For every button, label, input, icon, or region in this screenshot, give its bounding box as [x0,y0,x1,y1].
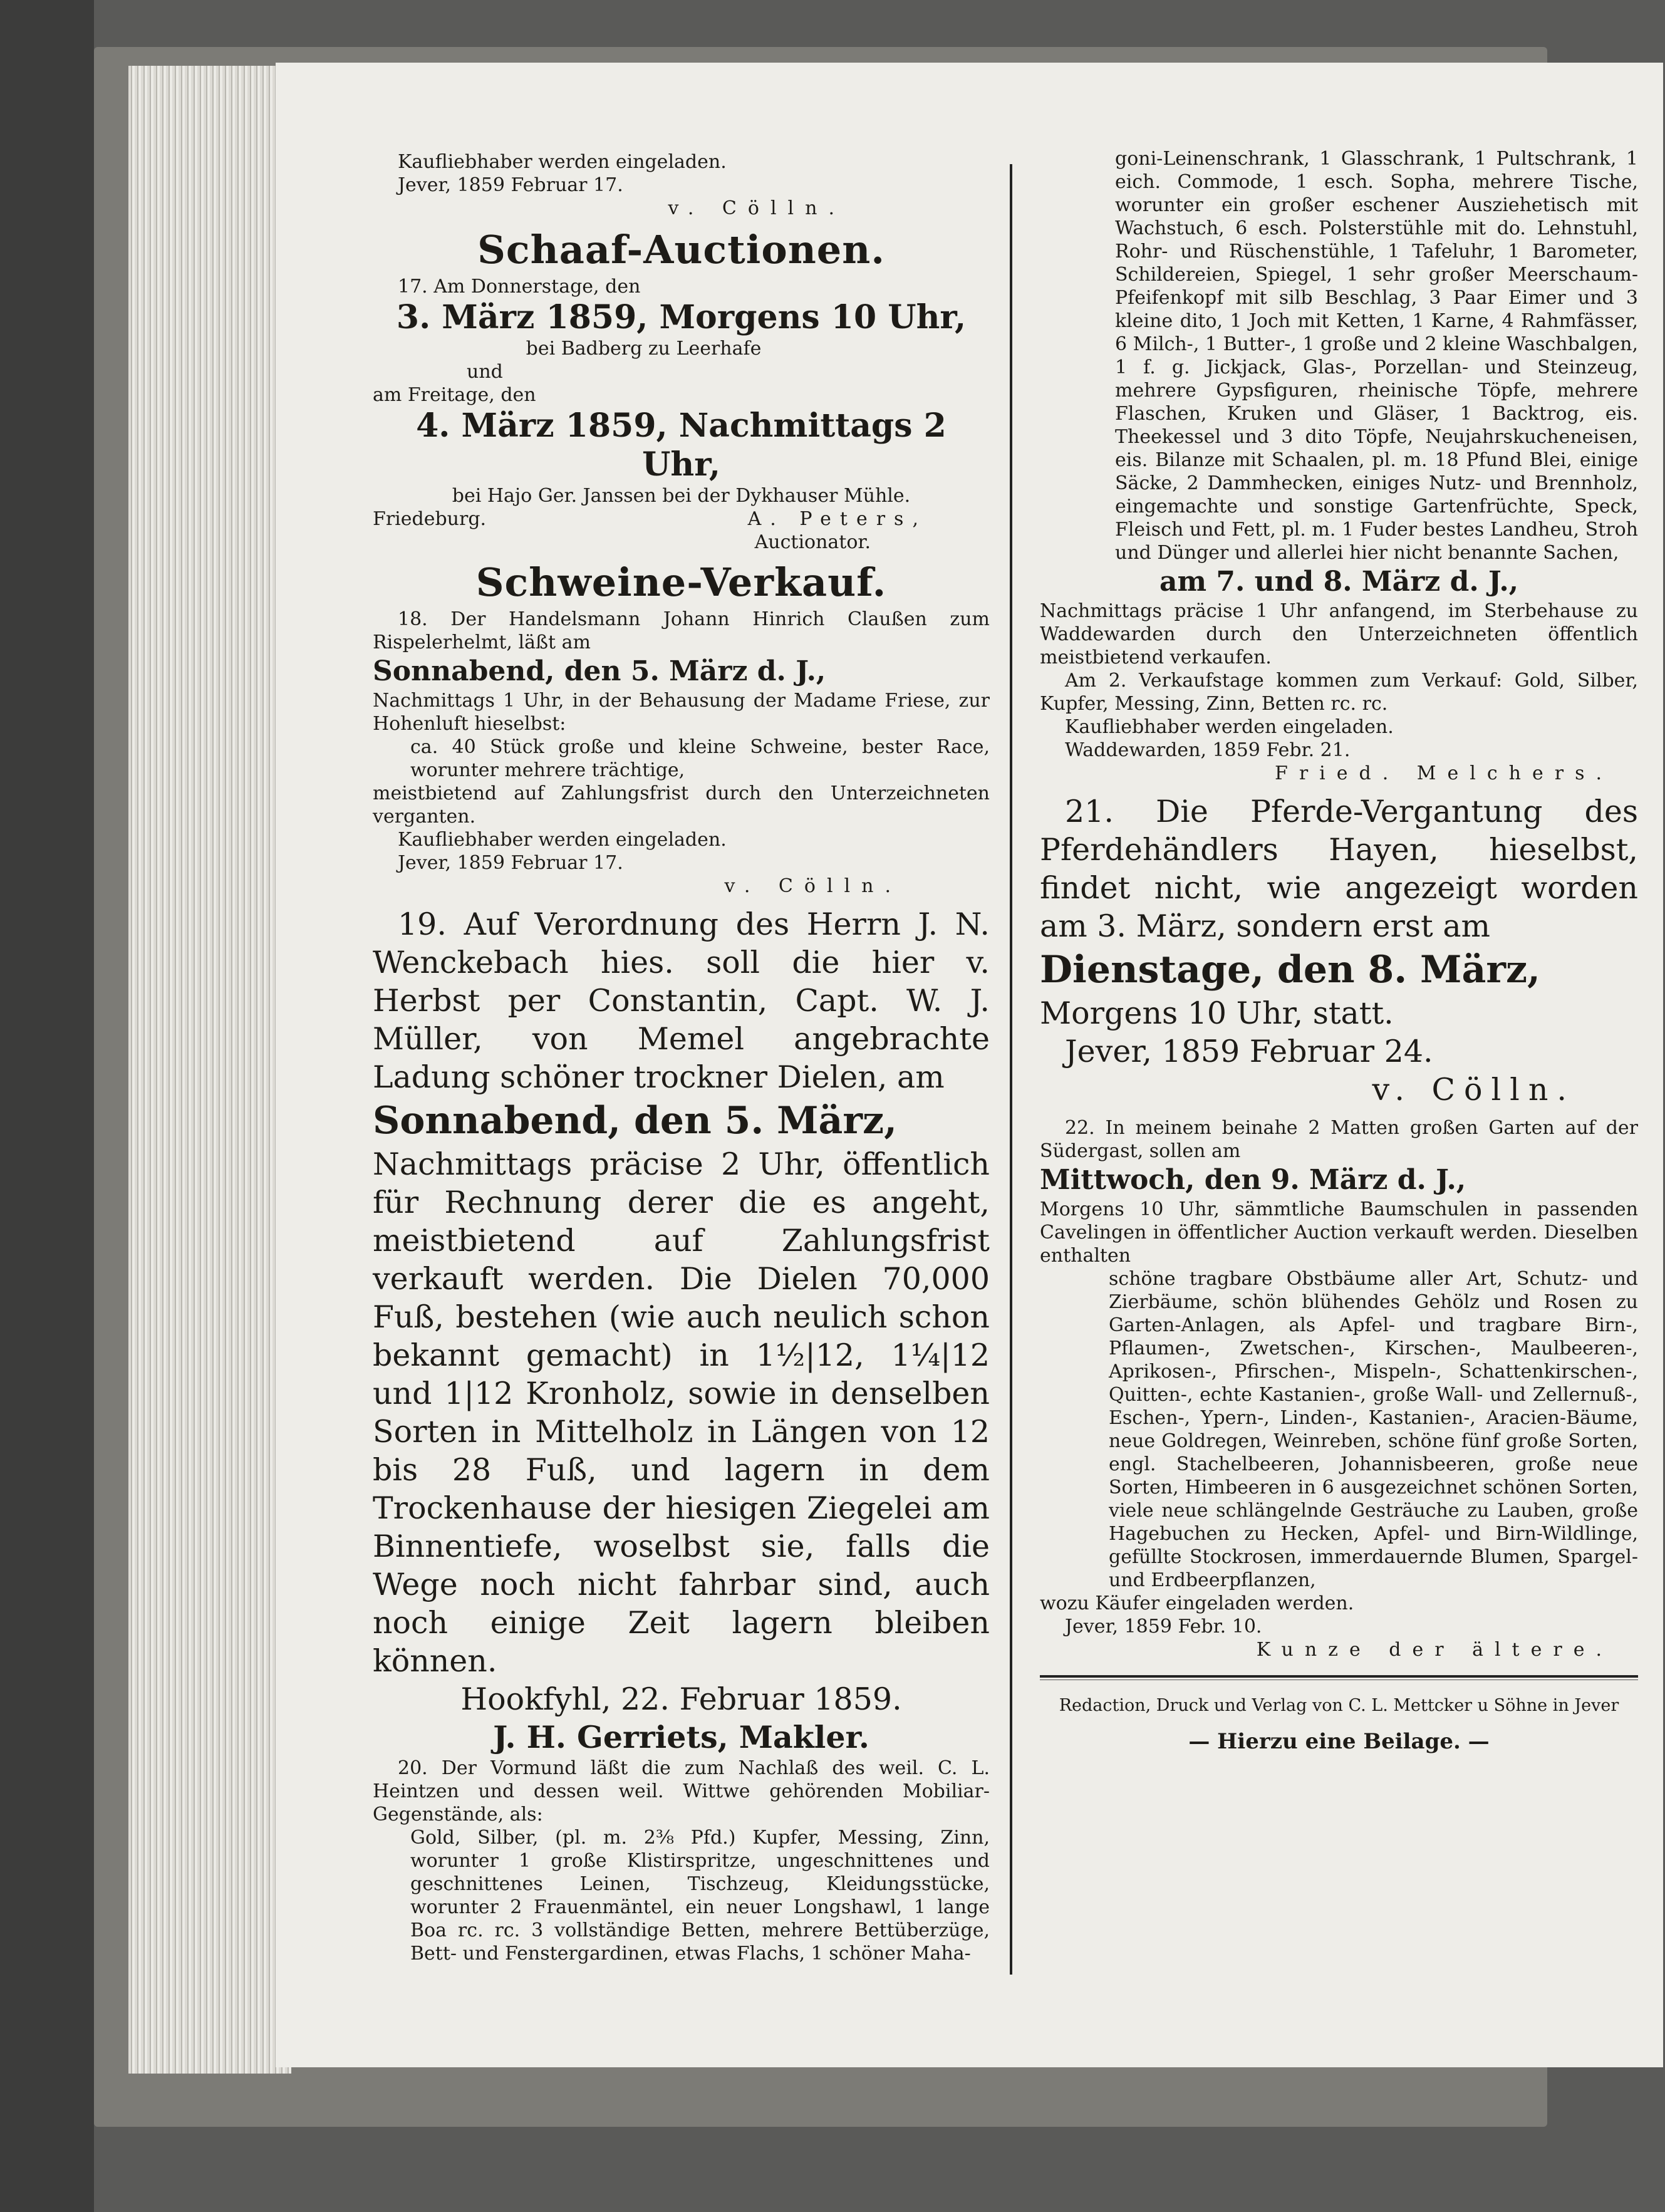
notice-20-date-line: Waddewarden, 1859 Febr. 21. [1065,739,1351,761]
notice-20-intro: 20. Der Vormund läßt die zum Nachlaß des weil. C. L. Heintzen und dessen weil. Wittwe gehörenden Mobiliar-Gegenstände, als: [373,1757,990,1825]
notice-17-and: und [467,361,503,383]
notice-21-intro: 21. Die Pferde-Vergantung des Pferdehändlers Hayen, hieselbst, findet nicht, wie angezeigt worden am 3. März, sondern erst am [1040,794,1638,944]
notice-22-signature: Kunze der ältere. [1256,1639,1613,1661]
notice-21-date: Dienstage, den 8. März, [1040,948,1540,992]
notice-20-signature: Fried. Melchers. [1275,762,1613,784]
section-heading-schweine: Schweine-Verkauf. [475,559,887,605]
notice-18-items: ca. 40 Stück große und kleine Schweine, bester Race, worunter mehrere trächtige, [410,736,990,781]
signature: v. Cölln. [668,197,846,219]
notice-20-items-cont: goni-Leinenschrank, 1 Glasschrank, 1 Pultschrank, 1 eich. Commode, 1 esch. Sopha, mehrere Tische, worunter ein großer eschener Ausziehetisch mit Wachstuch, 6 esch. Polsterstühle mit do. Lehnstuhl, Rohr- und Rüschenstühle, 1 Tafeluhr, 1 Barometer, Schildereien, Spiegel, 1 sehr großer Meerschaum-Pfeifenkopf mit silb Beschlag, 3 Paar Eimer und 3 kleine dito, 1 Joch mit Ketten, 1 Karne, 4 Rahmfässer, 6 Milch-, 1 Butter-, 1 große und 2 kleine Waschbalgen, 1 f. g. Jickjack, Glas-, Porzellan- und Steinzeug, mehrere Gypsfiguren, rheinische Töpfe, mehrere Flaschen, Kruken und Gläser, 1 Backtrog, eis. Theekessel und 3 dito Töpfe, Neujahrskucheneisen, eis. Bilanze mit Schaalen, pl. m. 18 Pfund Blei, einige Säcke, 2 Dammhecken, einiges Nutz- und Brennholz, eingemachte und sonstige Gartenfrüchte, Speck, Fleisch und Fett, pl. m. 1 Fuder bestes Landheu, Stroh und Dünger und allerlei hier nicht benannte Sachen, [1115,148,1638,564]
notice-21-signature: v. Cölln. [1372,1072,1575,1108]
text-line: Kaufliebhaber werden eingeladen. [398,151,727,173]
supplement-note: — Hierzu eine Beilage. — [1188,1729,1490,1754]
notice-20-date: am 7. und 8. März d. J., [1159,566,1519,598]
notice-17-friday: am Freitage, den [373,384,536,406]
imprint: Redaction, Druck und Verlag von C. L. Mettcker u Söhne in Jever [1059,1696,1619,1715]
notice-20-second-day: Am 2. Verkaufstage kommen zum Verkauf: Gold, Silber, Kupfer, Messing, Zinn, Betten rc. rc. [1040,670,1638,715]
notice-17-place-1: bei Badberg zu Leerhafe [526,338,762,360]
notice-22-intro: 22. In meinem beinahe 2 Matten großen Garten auf der Südergast, sollen am [1040,1117,1638,1162]
notice-19-date-line: Hookfyhl, 22. Februar 1859. [460,1681,902,1717]
date-line: Jever, 1859 Februar 17. [398,174,623,196]
notice-21-time: Morgens 10 Uhr, statt. [1040,995,1394,1031]
notice-22-items: schöne tragbare Obstbäume aller Art, Schutz- und Zierbäume, schön blühendes Gehölz und Rosen zu Garten-Anlagen, als Apfel- und tragbare Birn-, Pflaumen-, Zwetschen-, Kirschen-, Maulbeeren-, Aprikosen-, Pfirschen-, Mispeln-, Schattenkirschen-, Quitten-, echte Kastanien-, große Wall- und Zellernuß-, Eschen-, Ypern-, Linden-, Kastanien-, Aracien-Bäume, neue Goldregen, Weinreben, schöne fünf große Sorten, engl. Stachelbeeren, Johannisbeeren, große neue Sorten, Himbeeren in 6 ausgezeichnet schönen Sorten, viele neue schlängelnde Gesträuche zu Lauben, große Hagebuchen zu Hecken, Apfel- und Birn-Wildlinge, gefüllte Stockrosen, immerdauernde Blumen, Spargel- und Erdbeerpflanzen, [1109,1268,1638,1591]
notice-18-date-line: Jever, 1859 Februar 17. [398,852,623,874]
notice-17-place-2: bei Hajo Ger. Janssen bei der Dykhauser Mühle. [452,485,911,507]
scan-background [0,0,94,2212]
notice-18-time: Nachmittags 1 Uhr, in der Behausung der Madame Friese, zur Hohenluft hieselbst: [373,690,990,735]
left-column [373,150,990,1965]
notice-17-signature: A. Peters, [747,508,927,530]
notice-17-town: Friedeburg. [373,508,487,530]
column-divider [1010,164,1012,1975]
notice-22-date: Mittwoch, den 9. März d. J., [1040,1164,1466,1196]
notice-18-invite: Kaufliebhaber werden eingeladen. [398,829,727,851]
page-edges [128,66,291,2074]
notice-18-terms: meistbietend auf Zahlungsfrist durch den Unterzeichneten verganten. [373,782,990,828]
notice-19-date: Sonnabend, den 5. März, [373,1099,897,1143]
notice-17-title: Auctionator. [754,531,871,553]
notice-22-date-line: Jever, 1859 Febr. 10. [1065,1616,1262,1638]
notice-18-intro: 18. Der Handelsmann Johann Hinrich Claußen zum Rispelerhelmt, läßt am [373,608,990,653]
notice-22-invite: wozu Käufer eingeladen werden. [1040,1592,1354,1614]
notice-17-date-2: 4. März 1859, Nachmittags 2 Uhr, [416,407,947,484]
notice-19-body: Nachmittags präcise 2 Uhr, öffentlich für Rechnung derer die es angeht, meistbietend auf Zahlungsfrist verkauft werden. Die Dielen 70,000 Fuß, bestehen (wie auch neulich schon bekannt gemacht) in 1½|12, 1¼|12 und 1|12 Kronholz, sowie in denselben Sorten in Mittelholz in Längen von 12 bis 28 Fuß, und lagern in dem Trockenhause der hiesigen Ziegelei am Binnentiefe, woselbst sie, falls die Wege noch nicht fahrbar sind, auch noch einige Zeit lagern bleiben können. [373,1146,990,1679]
footer-rule [1040,1675,1638,1680]
notice-19-signature: J. H. Gerriets, Makler. [493,1719,869,1755]
notice-18-signature: v. Cölln. [724,875,902,897]
notice-21-date-line: Jever, 1859 Februar 24. [1065,1034,1433,1069]
notice-17-date-1: 3. März 1859, Morgens 10 Uhr, [396,298,967,336]
notice-20-invite: Kaufliebhaber werden eingeladen. [1065,716,1394,738]
notice-18-date: Sonnabend, den 5. März d. J., [373,655,826,687]
notice-20-items: Gold, Silber, (pl. m. 2⅜ Pfd.) Kupfer, Messing, Zinn, worunter 1 große Klistirspritze, ungeschnittenes und geschnittenes Leinen, Tischzeug, Kleidungsstücke, worunter 2 Frauenmäntel, ein neuer Longshawl, 1 lange Boa rc. rc. 3 vollständige Betten, mehrere Bettüberzüge, Bett- und Fenstergardinen, etwas Flachs, 1 schöner Maha- [410,1827,990,1965]
notice-20-time: Nachmittags präcise 1 Uhr anfangend, im Sterbehause zu Waddewarden durch den Unterzeichneten öffentlich meistbietend verkaufen. [1040,600,1638,668]
section-heading-schaaf: Schaaf-Auctionen. [477,227,885,273]
notice-22-body: Morgens 10 Uhr, sämmtliche Baumschulen in passenden Cavelingen in öffentlicher Auction verkauft werden. Dieselben enthalten [1040,1198,1638,1267]
notice-17-intro: 17. Am Donnerstage, den [398,276,641,298]
right-column [1040,147,1638,1755]
notice-19-intro: 19. Auf Verordnung des Herrn J. N. Wenckebach hies. soll die hier v. Herbst per Constantin, Capt. W. J. Müller, von Memel angebrachte Ladung schöner trockner Dielen, am [373,906,990,1095]
